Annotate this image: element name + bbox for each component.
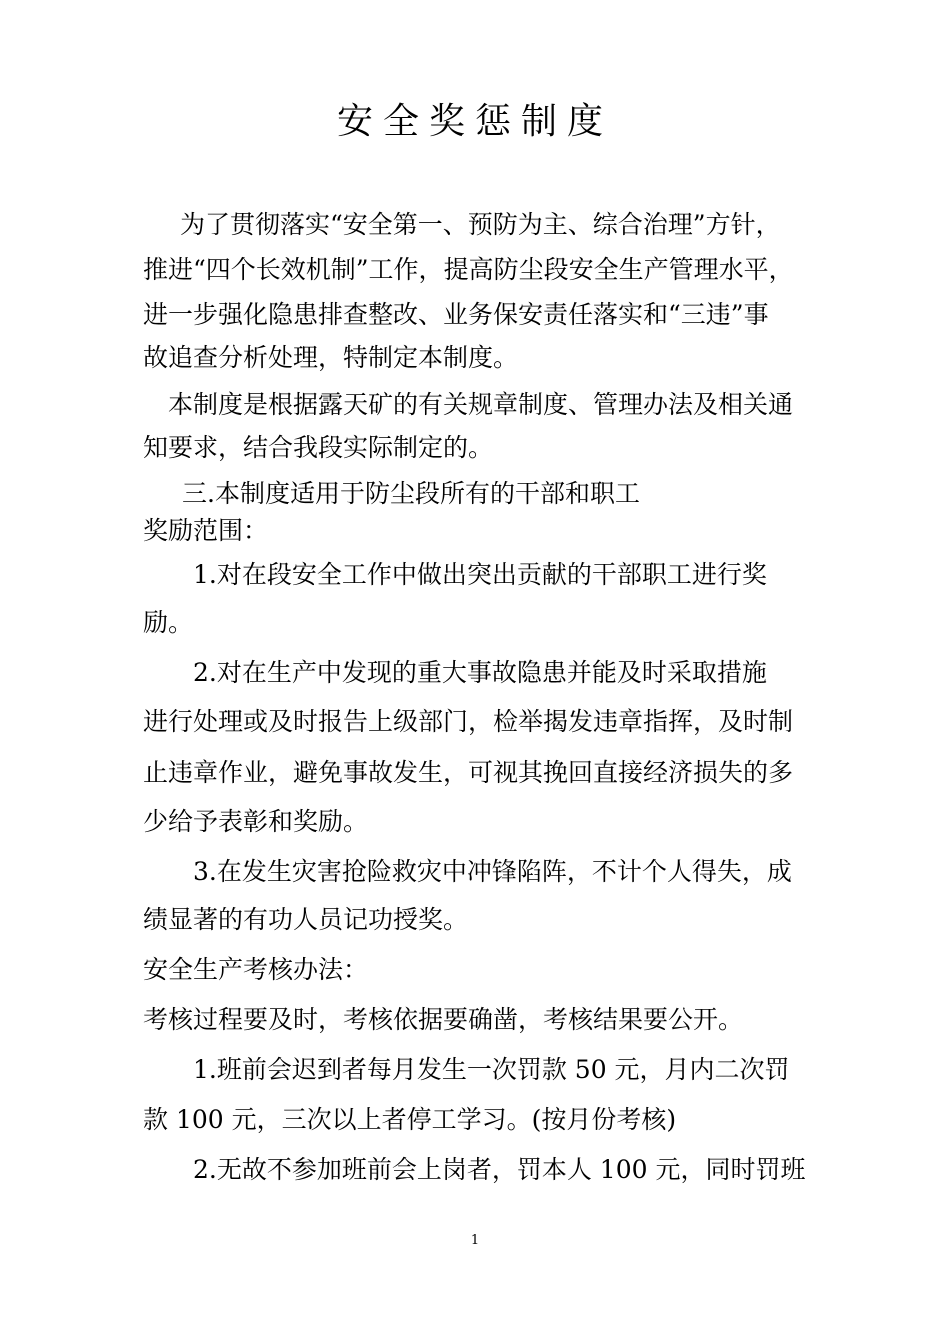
text-line-15: 3.在发生灾害抢险救灾中冲锋陷阵，不计个人得失，成 [193,857,792,886]
text-line-2: 推进“四个长效机制”工作，提高防尘段安全生产管理水平， [143,255,794,284]
text-line-9: 1.对在段安全工作中做出突出贡献的干部职工进行奖 [193,560,767,589]
text-line-4: 故追查分析处理，特制定本制度。 [143,343,519,372]
text-line-7: 三.本制度适用于防尘段所有的干部和职工 [182,479,640,508]
text-line-8: 奖励范围： [143,516,269,545]
document-title: 安全奖惩制度 [336,101,613,142]
text-line-1: 为了贯彻落实“安全第一、预防为主、综合治理”方针， [180,210,781,239]
text-line-10: 励。 [143,608,194,637]
text-line-6: 知要求，结合我段实际制定的。 [143,433,494,462]
text-line-18: 考核过程要及时，考核依据要确凿，考核结果要公开。 [143,1005,744,1034]
text-line-11: 2.对在生产中发现的重大事故隐患并能及时采取措施 [193,658,767,687]
text-line-16: 绩显著的有功人员记功授奖。 [143,905,469,934]
text-line-20: 款 100 元，三次以上者停工学习。(按月份考核) [143,1105,677,1134]
text-line-13: 止违章作业，避免事故发生，可视其挽回直接经济损失的多 [143,758,794,787]
text-line-3: 进一步强化隐患排查整改、业务保安责任落实和“三违”事 [143,300,769,329]
text-line-14: 少给予表彰和奖励。 [143,807,369,836]
text-line-12: 进行处理或及时报告上级部门，检举揭发违章指挥，及时制 [143,707,794,736]
page-number: 1 [470,1233,480,1248]
text-line-21: 2.无故不参加班前会上岗者，罚本人 100 元，同时罚班 [193,1155,806,1184]
text-line-5: 本制度是根据露天矿的有关规章制度、管理办法及相关通 [168,390,794,419]
text-line-17: 安全生产考核办法： [143,955,369,984]
text-line-19: 1.班前会迟到者每月发生一次罚款 50 元，月内二次罚 [193,1055,790,1084]
